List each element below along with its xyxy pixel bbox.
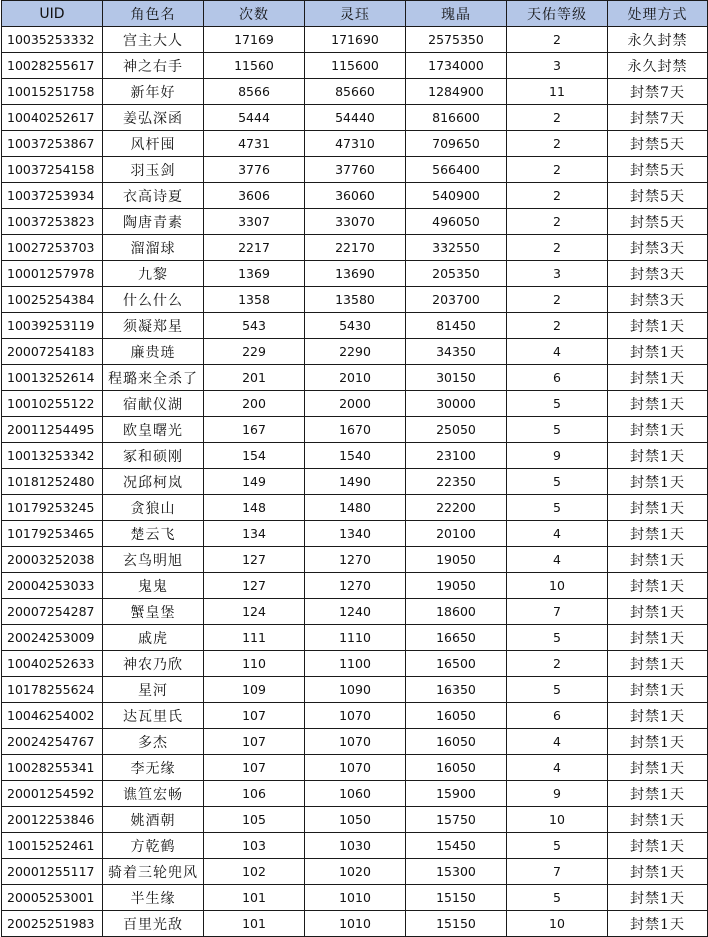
cell-guijing: 496050 [406, 209, 507, 235]
cell-lingjue: 1480 [305, 495, 406, 521]
cell-count: 201 [204, 365, 305, 391]
cell-tianyou-level: 2 [507, 651, 608, 677]
cell-uid: 10046254002 [2, 703, 103, 729]
table-row [2, 495, 708, 521]
cell-tianyou-level: 4 [507, 755, 608, 781]
cell-uid: 10037253934 [2, 183, 103, 209]
cell-tianyou-level: 2 [507, 235, 608, 261]
cell-count: 111 [204, 625, 305, 651]
cell-guijing: 566400 [406, 157, 507, 183]
cell-role-name: 风杆囤 [103, 131, 204, 157]
cell-action: 封禁1天 [608, 833, 708, 859]
cell-lingjue: 1340 [305, 521, 406, 547]
cell-uid: 20024254767 [2, 729, 103, 755]
cell-action: 封禁1天 [608, 703, 708, 729]
cell-lingjue: 1060 [305, 781, 406, 807]
cell-lingjue: 13690 [305, 261, 406, 287]
cell-count: 17169 [204, 27, 305, 53]
cell-uid: 20001254592 [2, 781, 103, 807]
cell-count: 106 [204, 781, 305, 807]
cell-role-name: 玄鸟明旭 [103, 547, 204, 573]
cell-tianyou-level: 5 [507, 625, 608, 651]
cell-role-name: 星河 [103, 677, 204, 703]
cell-role-name: 姚酒朝 [103, 807, 204, 833]
table-row [2, 651, 708, 677]
cell-count: 127 [204, 573, 305, 599]
cell-lingjue: 1090 [305, 677, 406, 703]
table-row [2, 599, 708, 625]
cell-role-name: 神之右手 [103, 53, 204, 79]
cell-uid: 10040252633 [2, 651, 103, 677]
cell-lingjue: 1050 [305, 807, 406, 833]
cell-guijing: 15750 [406, 807, 507, 833]
cell-lingjue: 1070 [305, 729, 406, 755]
cell-guijing: 205350 [406, 261, 507, 287]
cell-count: 107 [204, 755, 305, 781]
cell-guijing: 19050 [406, 573, 507, 599]
cell-lingjue: 37760 [305, 157, 406, 183]
ban-list-table [1, 0, 708, 937]
table-row [2, 131, 708, 157]
cell-lingjue: 1540 [305, 443, 406, 469]
table-row [2, 443, 708, 469]
cell-guijing: 81450 [406, 313, 507, 339]
cell-tianyou-level: 4 [507, 547, 608, 573]
cell-action: 封禁1天 [608, 755, 708, 781]
cell-count: 167 [204, 417, 305, 443]
cell-guijing: 15300 [406, 859, 507, 885]
cell-action: 封禁5天 [608, 157, 708, 183]
cell-guijing: 22200 [406, 495, 507, 521]
table-row [2, 287, 708, 313]
cell-action: 封禁7天 [608, 79, 708, 105]
table-row [2, 703, 708, 729]
table-row [2, 677, 708, 703]
cell-role-name: 贪狼山 [103, 495, 204, 521]
cell-tianyou-level: 2 [507, 157, 608, 183]
cell-tianyou-level: 2 [507, 313, 608, 339]
table-row [2, 547, 708, 573]
cell-tianyou-level: 5 [507, 677, 608, 703]
cell-count: 8566 [204, 79, 305, 105]
cell-lingjue: 2290 [305, 339, 406, 365]
cell-guijing: 25050 [406, 417, 507, 443]
cell-count: 124 [204, 599, 305, 625]
cell-role-name: 骑着三轮兜风 [103, 859, 204, 885]
cell-uid: 10013253342 [2, 443, 103, 469]
cell-uid: 10179253245 [2, 495, 103, 521]
cell-uid: 10037253823 [2, 209, 103, 235]
cell-tianyou-level: 5 [507, 469, 608, 495]
cell-action: 封禁1天 [608, 573, 708, 599]
cell-tianyou-level: 2 [507, 27, 608, 53]
cell-count: 102 [204, 859, 305, 885]
cell-uid: 20007254287 [2, 599, 103, 625]
cell-uid: 20003252038 [2, 547, 103, 573]
cell-role-name: 新年好 [103, 79, 204, 105]
cell-lingjue: 1020 [305, 859, 406, 885]
cell-count: 3307 [204, 209, 305, 235]
cell-count: 229 [204, 339, 305, 365]
table-row [2, 729, 708, 755]
header-uid: UID [2, 1, 103, 27]
header-action: 处理方式 [608, 1, 708, 27]
cell-uid: 10179253465 [2, 521, 103, 547]
cell-tianyou-level: 2 [507, 105, 608, 131]
cell-guijing: 34350 [406, 339, 507, 365]
table-row [2, 807, 708, 833]
cell-action: 封禁1天 [608, 391, 708, 417]
header-lingjue: 灵珏 [305, 1, 406, 27]
cell-lingjue: 171690 [305, 27, 406, 53]
cell-count: 107 [204, 729, 305, 755]
cell-guijing: 15450 [406, 833, 507, 859]
cell-lingjue: 1100 [305, 651, 406, 677]
cell-guijing: 2575350 [406, 27, 507, 53]
cell-count: 5444 [204, 105, 305, 131]
cell-tianyou-level: 9 [507, 443, 608, 469]
cell-tianyou-level: 5 [507, 885, 608, 911]
cell-count: 543 [204, 313, 305, 339]
cell-uid: 10025254384 [2, 287, 103, 313]
cell-uid: 10028255341 [2, 755, 103, 781]
cell-uid: 20007254183 [2, 339, 103, 365]
cell-guijing: 30150 [406, 365, 507, 391]
cell-role-name: 什么什么 [103, 287, 204, 313]
cell-lingjue: 1010 [305, 885, 406, 911]
table-body [2, 27, 708, 937]
cell-guijing: 16500 [406, 651, 507, 677]
cell-count: 11560 [204, 53, 305, 79]
cell-lingjue: 1030 [305, 833, 406, 859]
cell-lingjue: 1110 [305, 625, 406, 651]
cell-uid: 10027253703 [2, 235, 103, 261]
cell-role-name: 陶唐青素 [103, 209, 204, 235]
cell-role-name: 欧皇曙光 [103, 417, 204, 443]
cell-uid: 10181252480 [2, 469, 103, 495]
cell-tianyou-level: 6 [507, 365, 608, 391]
cell-action: 封禁1天 [608, 495, 708, 521]
cell-uid: 10037254158 [2, 157, 103, 183]
cell-uid: 10015251758 [2, 79, 103, 105]
cell-guijing: 203700 [406, 287, 507, 313]
cell-uid: 20024253009 [2, 625, 103, 651]
cell-guijing: 30000 [406, 391, 507, 417]
cell-action: 封禁1天 [608, 365, 708, 391]
cell-role-name: 衣高诗夏 [103, 183, 204, 209]
cell-guijing: 332550 [406, 235, 507, 261]
cell-action: 封禁1天 [608, 547, 708, 573]
cell-tianyou-level: 3 [507, 53, 608, 79]
cell-action: 封禁1天 [608, 469, 708, 495]
cell-lingjue: 1070 [305, 755, 406, 781]
cell-guijing: 16050 [406, 703, 507, 729]
table-row [2, 885, 708, 911]
cell-count: 4731 [204, 131, 305, 157]
table-row [2, 781, 708, 807]
cell-uid: 10037253867 [2, 131, 103, 157]
cell-action: 封禁1天 [608, 443, 708, 469]
table-row [2, 79, 708, 105]
cell-tianyou-level: 11 [507, 79, 608, 105]
cell-uid: 20025251983 [2, 911, 103, 937]
cell-action: 封禁1天 [608, 807, 708, 833]
cell-uid: 10039253119 [2, 313, 103, 339]
table-row [2, 625, 708, 651]
cell-role-name: 姜弘深函 [103, 105, 204, 131]
cell-role-name: 程璐来全杀了 [103, 365, 204, 391]
cell-lingjue: 33070 [305, 209, 406, 235]
cell-lingjue: 5430 [305, 313, 406, 339]
cell-action: 封禁3天 [608, 235, 708, 261]
cell-lingjue: 1010 [305, 911, 406, 937]
cell-tianyou-level: 4 [507, 729, 608, 755]
cell-count: 103 [204, 833, 305, 859]
table-row [2, 27, 708, 53]
cell-uid: 10028255617 [2, 53, 103, 79]
table-row [2, 157, 708, 183]
table-row [2, 417, 708, 443]
cell-count: 110 [204, 651, 305, 677]
cell-guijing: 15150 [406, 911, 507, 937]
cell-uid: 10040252617 [2, 105, 103, 131]
cell-tianyou-level: 4 [507, 339, 608, 365]
cell-role-name: 宫主大人 [103, 27, 204, 53]
cell-count: 127 [204, 547, 305, 573]
cell-tianyou-level: 10 [507, 807, 608, 833]
cell-tianyou-level: 10 [507, 911, 608, 937]
table-row [2, 469, 708, 495]
table-row [2, 105, 708, 131]
table-row [2, 261, 708, 287]
table-row [2, 209, 708, 235]
cell-action: 封禁1天 [608, 625, 708, 651]
cell-guijing: 816600 [406, 105, 507, 131]
cell-role-name: 羽玉剑 [103, 157, 204, 183]
cell-action: 封禁1天 [608, 651, 708, 677]
cell-role-name: 宿献仪湖 [103, 391, 204, 417]
cell-role-name: 须凝郑星 [103, 313, 204, 339]
cell-uid: 10035253332 [2, 27, 103, 53]
cell-lingjue: 2010 [305, 365, 406, 391]
cell-count: 200 [204, 391, 305, 417]
cell-tianyou-level: 5 [507, 391, 608, 417]
cell-role-name: 神农乃欣 [103, 651, 204, 677]
table-row [2, 183, 708, 209]
cell-guijing: 19050 [406, 547, 507, 573]
cell-guijing: 16650 [406, 625, 507, 651]
cell-tianyou-level: 5 [507, 495, 608, 521]
cell-count: 3776 [204, 157, 305, 183]
cell-tianyou-level: 2 [507, 287, 608, 313]
cell-role-name: 蟹皇堡 [103, 599, 204, 625]
cell-role-name: 达瓦里氏 [103, 703, 204, 729]
table-row [2, 391, 708, 417]
cell-count: 154 [204, 443, 305, 469]
cell-uid: 20005253001 [2, 885, 103, 911]
cell-tianyou-level: 5 [507, 833, 608, 859]
cell-action: 封禁1天 [608, 859, 708, 885]
cell-role-name: 冢和硕刚 [103, 443, 204, 469]
cell-tianyou-level: 4 [507, 521, 608, 547]
cell-lingjue: 47310 [305, 131, 406, 157]
cell-action: 封禁1天 [608, 677, 708, 703]
cell-tianyou-level: 2 [507, 183, 608, 209]
cell-guijing: 22350 [406, 469, 507, 495]
cell-uid: 20012253846 [2, 807, 103, 833]
cell-count: 101 [204, 911, 305, 937]
cell-lingjue: 115600 [305, 53, 406, 79]
cell-role-name: 况邱柯岚 [103, 469, 204, 495]
cell-lingjue: 1240 [305, 599, 406, 625]
cell-action: 封禁1天 [608, 781, 708, 807]
cell-lingjue: 36060 [305, 183, 406, 209]
cell-role-name: 半生缘 [103, 885, 204, 911]
cell-uid: 10015252461 [2, 833, 103, 859]
cell-role-name: 溜溜球 [103, 235, 204, 261]
cell-action: 封禁1天 [608, 521, 708, 547]
cell-role-name: 楚云飞 [103, 521, 204, 547]
cell-tianyou-level: 7 [507, 859, 608, 885]
table-row [2, 313, 708, 339]
cell-action: 封禁7天 [608, 105, 708, 131]
cell-count: 3606 [204, 183, 305, 209]
table-row [2, 521, 708, 547]
cell-action: 封禁1天 [608, 885, 708, 911]
cell-action: 封禁1天 [608, 599, 708, 625]
cell-role-name: 李无缘 [103, 755, 204, 781]
cell-lingjue: 1670 [305, 417, 406, 443]
cell-lingjue: 22170 [305, 235, 406, 261]
header-row [2, 1, 708, 27]
cell-tianyou-level: 5 [507, 417, 608, 443]
table-header [2, 1, 708, 27]
table-row [2, 755, 708, 781]
cell-count: 134 [204, 521, 305, 547]
cell-role-name: 百里光敌 [103, 911, 204, 937]
cell-uid: 10001257978 [2, 261, 103, 287]
cell-count: 109 [204, 677, 305, 703]
cell-guijing: 20100 [406, 521, 507, 547]
cell-action: 封禁1天 [608, 911, 708, 937]
cell-count: 1369 [204, 261, 305, 287]
cell-count: 1358 [204, 287, 305, 313]
cell-count: 107 [204, 703, 305, 729]
cell-action: 封禁1天 [608, 417, 708, 443]
table-row [2, 833, 708, 859]
cell-tianyou-level: 3 [507, 261, 608, 287]
cell-role-name: 方乾鹤 [103, 833, 204, 859]
cell-guijing: 540900 [406, 183, 507, 209]
header-tianyou-level: 天佑等级 [507, 1, 608, 27]
cell-role-name: 戚虎 [103, 625, 204, 651]
cell-uid: 10013252614 [2, 365, 103, 391]
cell-guijing: 23100 [406, 443, 507, 469]
cell-role-name: 谯笪宏畅 [103, 781, 204, 807]
cell-guijing: 709650 [406, 131, 507, 157]
cell-guijing: 15150 [406, 885, 507, 911]
table-row [2, 573, 708, 599]
cell-tianyou-level: 2 [507, 131, 608, 157]
cell-lingjue: 2000 [305, 391, 406, 417]
cell-action: 封禁5天 [608, 131, 708, 157]
cell-lingjue: 1270 [305, 547, 406, 573]
cell-action: 永久封禁 [608, 27, 708, 53]
cell-uid: 20001255117 [2, 859, 103, 885]
cell-lingjue: 54440 [305, 105, 406, 131]
cell-guijing: 1734000 [406, 53, 507, 79]
cell-lingjue: 1070 [305, 703, 406, 729]
cell-role-name: 九黎 [103, 261, 204, 287]
table-row [2, 235, 708, 261]
cell-lingjue: 13580 [305, 287, 406, 313]
cell-role-name: 廉贵琏 [103, 339, 204, 365]
cell-guijing: 16050 [406, 755, 507, 781]
cell-action: 封禁1天 [608, 313, 708, 339]
cell-action: 封禁1天 [608, 339, 708, 365]
cell-action: 永久封禁 [608, 53, 708, 79]
table-row [2, 911, 708, 937]
header-guijing: 瑰晶 [406, 1, 507, 27]
cell-uid: 20011254495 [2, 417, 103, 443]
cell-count: 105 [204, 807, 305, 833]
cell-guijing: 16050 [406, 729, 507, 755]
table-row [2, 859, 708, 885]
cell-tianyou-level: 2 [507, 209, 608, 235]
cell-tianyou-level: 6 [507, 703, 608, 729]
cell-role-name: 多杰 [103, 729, 204, 755]
header-count: 次数 [204, 1, 305, 27]
cell-guijing: 1284900 [406, 79, 507, 105]
cell-lingjue: 1270 [305, 573, 406, 599]
cell-count: 148 [204, 495, 305, 521]
header-role-name: 角色名 [103, 1, 204, 27]
cell-guijing: 15900 [406, 781, 507, 807]
cell-tianyou-level: 9 [507, 781, 608, 807]
cell-guijing: 16350 [406, 677, 507, 703]
cell-tianyou-level: 10 [507, 573, 608, 599]
table-row [2, 339, 708, 365]
cell-uid: 10178255624 [2, 677, 103, 703]
cell-tianyou-level: 7 [507, 599, 608, 625]
cell-uid: 10010255122 [2, 391, 103, 417]
cell-action: 封禁3天 [608, 287, 708, 313]
cell-action: 封禁1天 [608, 729, 708, 755]
cell-action: 封禁3天 [608, 261, 708, 287]
cell-lingjue: 85660 [305, 79, 406, 105]
cell-count: 101 [204, 885, 305, 911]
cell-role-name: 鬼鬼 [103, 573, 204, 599]
cell-lingjue: 1490 [305, 469, 406, 495]
table-row [2, 53, 708, 79]
table-row [2, 365, 708, 391]
cell-action: 封禁5天 [608, 183, 708, 209]
cell-count: 2217 [204, 235, 305, 261]
cell-action: 封禁5天 [608, 209, 708, 235]
cell-uid: 20004253033 [2, 573, 103, 599]
cell-guijing: 18600 [406, 599, 507, 625]
cell-count: 149 [204, 469, 305, 495]
